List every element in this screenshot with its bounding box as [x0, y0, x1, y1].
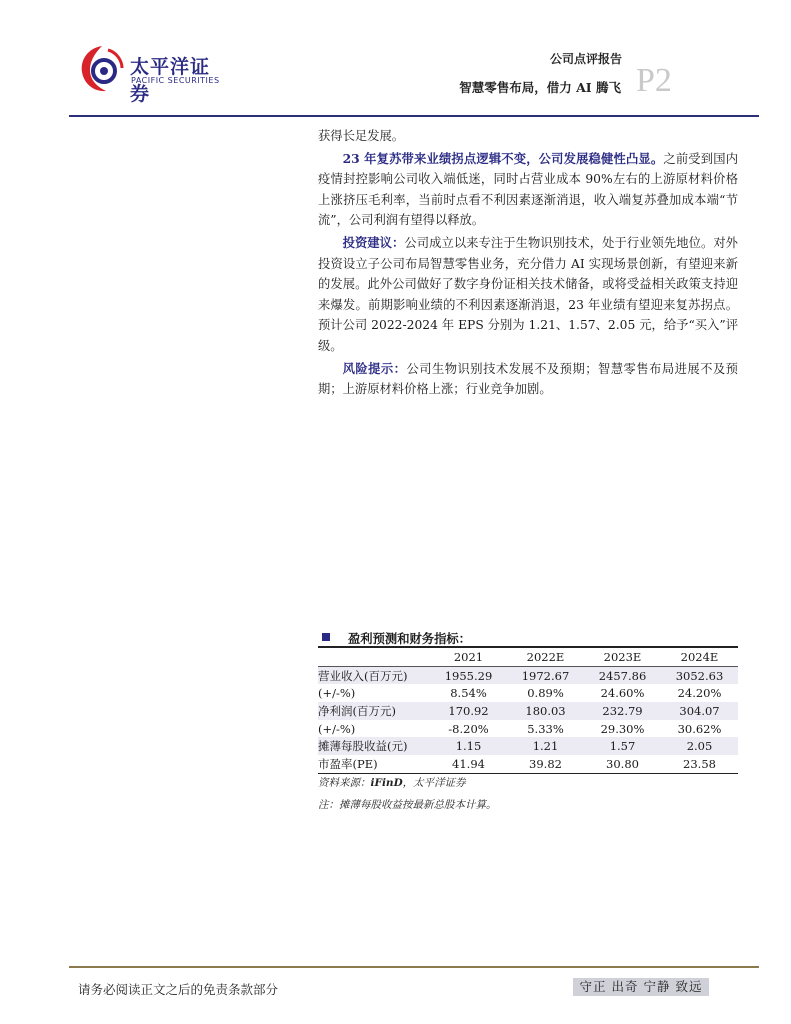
table-row: [318, 755, 738, 773]
table-cell: 1972.67: [507, 666, 584, 684]
table-title: 盈利预测和财务指标：: [348, 631, 471, 646]
table-cell: 180.03: [507, 702, 584, 720]
row-label: 市盈率(PE): [318, 755, 430, 773]
body-text: [318, 126, 738, 400]
table-header-row: [318, 648, 738, 666]
footer-motto: 守正 出奇 宁静 致远: [573, 978, 709, 996]
table-header-cell: 2021: [430, 648, 507, 666]
table-row: [318, 702, 738, 720]
source-ifind: iFinD: [370, 777, 403, 789]
investment-advice-heading: 投资建议：: [342, 234, 405, 250]
risk-warning-text: 公司生物识别技术发展不及预期；智慧零售布局进展不及预期；上游原材料价格上涨；行业竞争加剧。: [318, 361, 738, 397]
table-header-cell: 2024E: [661, 648, 738, 666]
row-label: (+/-%): [318, 721, 356, 736]
table-cell: 30.62%: [677, 721, 722, 736]
paragraph-continuation: 获得长足发展。: [318, 129, 405, 143]
table-cell: 8.54%: [450, 686, 487, 701]
table-row: [318, 666, 738, 684]
row-label: 净利润(百万元): [318, 702, 430, 720]
table-source: [318, 775, 466, 790]
table-cell: 24.20%: [677, 686, 722, 701]
footer-divider: [69, 966, 759, 968]
table-cell: 1.57: [584, 737, 661, 755]
table-cell: 0.89%: [527, 686, 564, 701]
table-cell: 2.05: [661, 737, 738, 755]
footer-disclaimer: 请务必阅读正文之后的免责条款部分: [78, 982, 279, 997]
investment-advice-text: 公司成立以来专注于生物识别技术，处于行业领先地位。对外投资设立子公司布局智慧零售业务，充分借力 AI 实现场景创新，有望迎来新的发展。此外公司做好了数字身份证相关技术储备，或将受益相关政策支持迎来爆发。前期影响业绩的不利因素逐渐消退，23 年业绩有望迎来复苏拐点。预计公司 2022-2024 年 EPS 分别为 1.21、1.57、2.05 元，给予“买入”评级。: [318, 235, 738, 353]
table-cell: 1955.29: [430, 666, 507, 684]
logo-text-en: PACIFIC SECURITIES: [131, 76, 220, 85]
row-label: (+/-%): [318, 686, 356, 701]
source-rest: ，太平洋证券: [402, 777, 466, 789]
table-cell: 232.79: [584, 702, 661, 720]
logo-text-cn: 太平洋证券: [130, 56, 211, 105]
header-divider: [69, 115, 759, 117]
table-cell: 1.15: [430, 737, 507, 755]
risk-warning-heading: 风险提示：: [342, 360, 407, 376]
table-row: [318, 684, 738, 702]
row-label: 摊薄每股收益(元): [318, 737, 430, 755]
table-cell: 3052.63: [661, 666, 738, 684]
paragraph-recovery-text: 之前受到国内疫情封控影响公司收入端低迷，同时占营业成本 90%左右的上游原材料价格上涨挤压毛利率，当前时点看不利因素逐渐消退，收入端复苏叠加成本端“节流”，公司利润有望得以释放。: [318, 151, 738, 228]
row-label: 营业收入(百万元): [318, 666, 430, 684]
pacific-securities-logo-icon: [78, 44, 126, 94]
table-cell: 1.21: [507, 737, 584, 755]
table-cell: -8.20%: [448, 721, 489, 736]
source-label: 资料来源：: [318, 777, 371, 789]
table-cell: 29.30%: [600, 721, 645, 736]
table-cell: 23.58: [661, 755, 738, 773]
table-note: 注：摊薄每股收益按最新总股本计算。: [318, 799, 497, 811]
paragraph-risk-warning: [318, 359, 738, 400]
page-number: P2: [636, 62, 672, 99]
table-cell: 41.94: [430, 755, 507, 773]
table-cell: 5.33%: [527, 721, 564, 736]
table-header-cell: 2023E: [584, 648, 661, 666]
table-row: [318, 720, 738, 738]
square-bullet-icon: [322, 633, 330, 641]
table-cell: 2457.86: [584, 666, 661, 684]
paragraph-recovery: [318, 149, 738, 231]
table-header-cell: [318, 648, 430, 666]
financial-forecast-table: [318, 648, 738, 774]
table-header-cell: 2022E: [507, 648, 584, 666]
report-title: 智慧零售布局，借力 AI 腾飞: [459, 80, 621, 95]
table-title-row: [318, 629, 738, 645]
table-cell: 39.82: [507, 755, 584, 773]
paragraph-recovery-heading: 23 年复苏带来业绩拐点逻辑不变，公司发展稳健性凸显。: [342, 150, 664, 166]
table-cell: 304.07: [661, 702, 738, 720]
table-cell: 30.80: [584, 755, 661, 773]
paragraph-investment-advice: [318, 233, 738, 357]
company-logo: [78, 44, 228, 105]
table-cell: 170.92: [430, 702, 507, 720]
table-cell: 24.60%: [600, 686, 645, 701]
report-type: 公司点评报告: [549, 52, 622, 66]
table-row: [318, 737, 738, 755]
